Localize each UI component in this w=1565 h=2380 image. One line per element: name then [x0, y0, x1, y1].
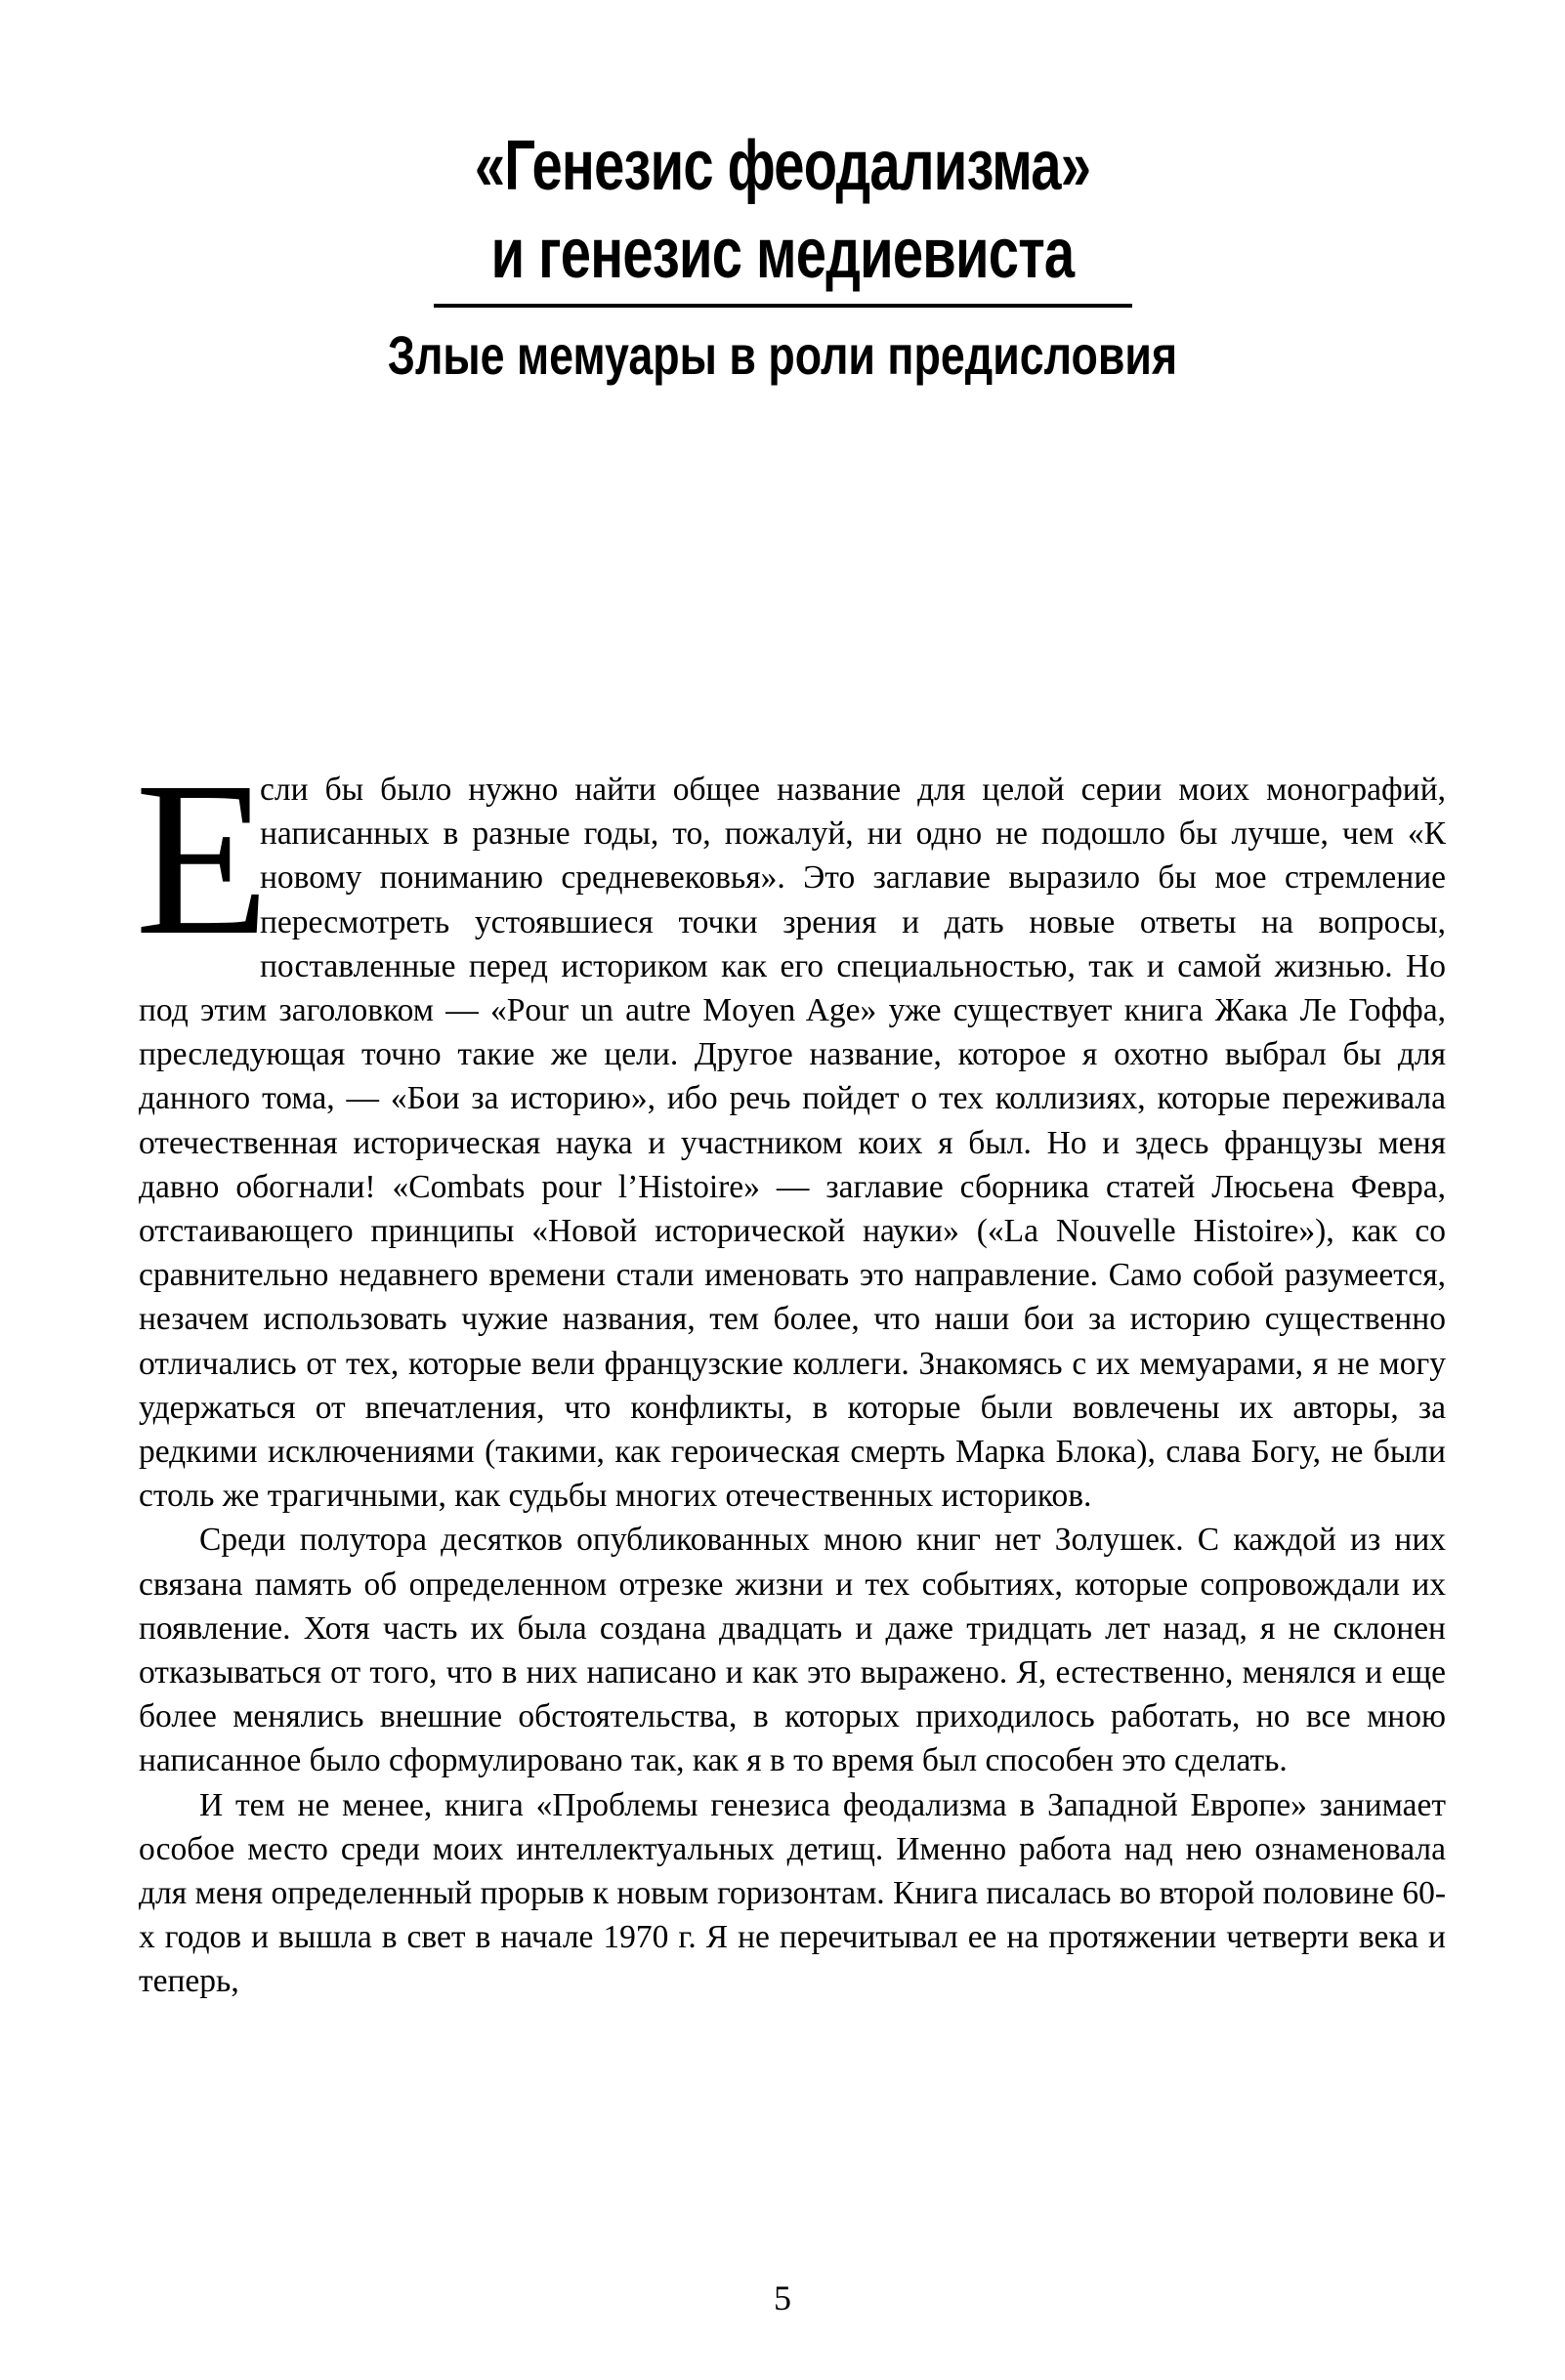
paragraph-3: И тем не менее, книга «Проблемы генезиса феодализма в Западной Европе» занимает особое место среди моих интеллектуальных детищ. Именно работа над нею ознаменовала для меня определенный прорыв к новым горизонтам. Книга писалась во второй половине 60-х годов и вышла в свет в начале 1970 г. Я не перечитывал ее на протяжении четверти века и теперь, [139, 1786, 1446, 2000]
paragraph-1-text: сли бы было нужно найти общее название для целой серии моих монографий, написанных в разные годы, то, пожалуй, ни одно не подошло бы лучше, чем «К новому пониманию средневековья». Это заглавие выразило бы мое стремление пересмотреть устоявшиеся точки зрения и дать новые ответы на вопросы, поставленные перед историком как его специальностью, так и самой жизнью. Но под этим заголовком — «Pour un autre Moyen Age» уже существует книга Жака Ле Гоффа, преследующая точно такие же цели. Другое название, которое я охотно выбрал бы для данного тома, — «Бои за историю», ибо речь пойдет о тех коллизиях, которые переживала отечественная историческая наука и участником коих я был. Но и здесь французы меня давно обогнали! «Combats pour l’Histoire» — заглавие сборника статей Люсьена Февра, отстаивающего принципы «Новой исторической науки» («La Nouvelle Histoire»), как со сравнительно недавнего времени стали именовать это направление. Само собой разумеется, незачем использовать чужие названия, тем более, что наши бои за историю существенно отличались от тех, которые вели французские коллеги. Знакомясь с их мемуарами, я не могу удержаться от впечатления, что конфликты, в которые были вовлечены их авторы, за редкими исключениями (такими, как героическая смерть Марка Блока), слава Богу, не были столь же трагичными, как судьбы многих отечественных историков. [139, 772, 1446, 1515]
body-text [135, 736, 1446, 2004]
chapter-title-line-1: «Генезис феодализма» [474, 127, 1091, 205]
chapter-title-line-2: и генезис медиевиста [490, 215, 1075, 293]
chapter-subtitle: Злые мемуары в роли предисловия [387, 324, 1178, 386]
drop-cap: Е [135, 736, 271, 981]
chapter-header [0, 122, 1565, 390]
paragraph-2: Среди полутора десятков опубликованных мною книг нет Золушек. С каждой из них связана память об определенном отрезке жизни и тех событиях, которые сопровождали их появление. Хотя часть их была создана двадцать и даже тридцать лет назад, я не склонен отказываться от того, что в них написано и как это выражено. Я, естественно, менялся и еще более менялись внешние обстоятельства, в которых приходилось работать, но все мною написанное было сформулировано так, как я в то время был способен это сделать. [139, 1522, 1446, 1779]
page-number: 5 [774, 2278, 791, 2317]
title-divider [434, 304, 1132, 308]
paragraph-1 [135, 736, 1446, 1518]
